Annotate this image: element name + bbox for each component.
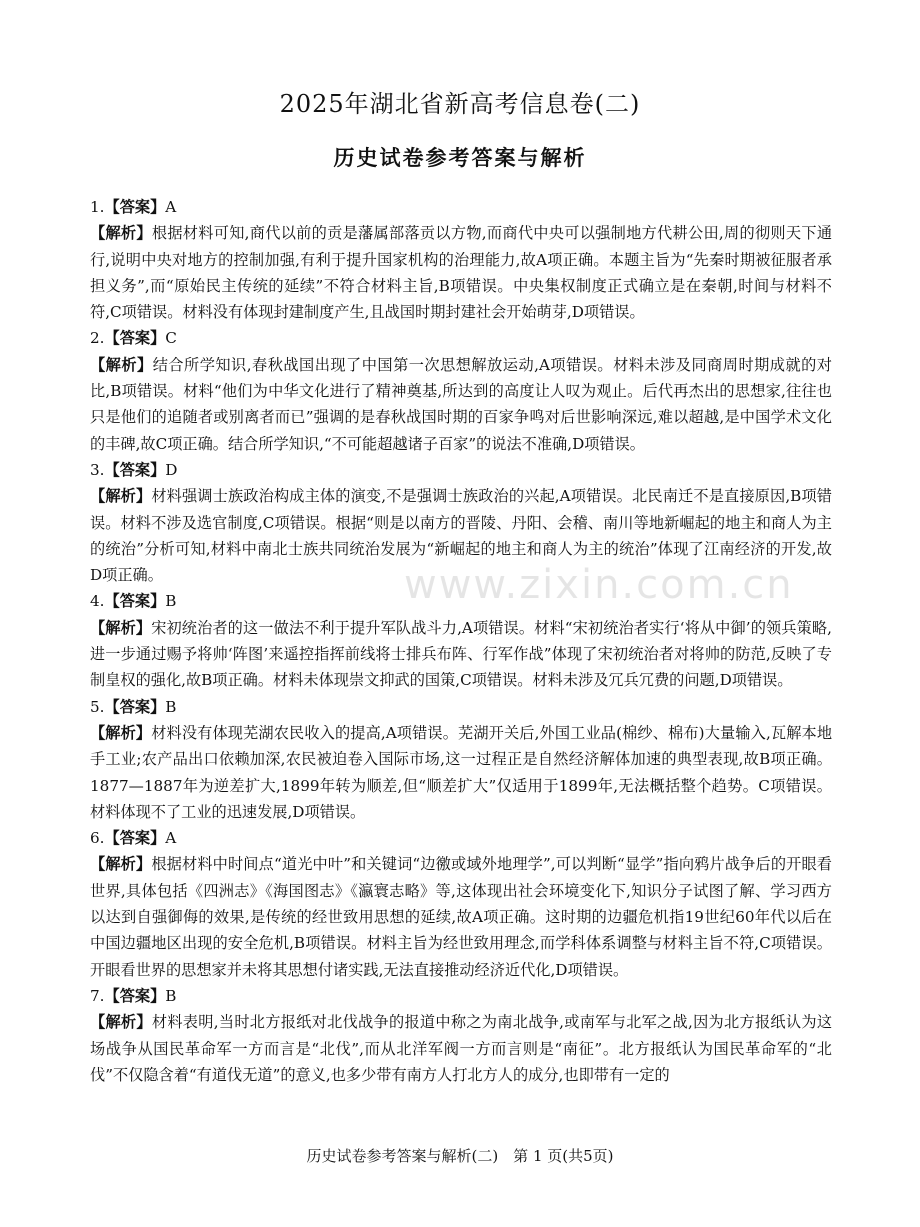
answer-line bbox=[90, 588, 832, 614]
question-5 bbox=[90, 694, 832, 825]
explanation-paragraph bbox=[90, 352, 832, 457]
explanation-paragraph bbox=[90, 1009, 832, 1088]
answer-value: B bbox=[165, 697, 177, 716]
answer-line bbox=[90, 983, 832, 1009]
explanation-paragraph bbox=[90, 720, 832, 825]
question-1 bbox=[90, 194, 832, 325]
question-number: 5. bbox=[90, 697, 105, 716]
document-subtitle: 历史试卷参考答案与解析 bbox=[333, 146, 587, 170]
answer-line bbox=[90, 457, 832, 483]
answer-value: B bbox=[165, 986, 177, 1005]
answer-label: 【答案】 bbox=[104, 198, 166, 216]
question-3 bbox=[90, 457, 832, 588]
explanation-text: 宋初统治者的这一做法不利于提升军队战斗力,A项错误。材料“宋初统治者实行‘将从中御’的领兵策略,进一步通过赐予将帅‘阵图’来遥控指挥前线将士排兵布阵、行军作战”体现了宋初统治者对将帅的防范,反映了专制皇权的强化,故B项正确。材料未体现崇文抑武的国策,C项错误。材料未涉及冗兵冗费的问题,D项错误。 bbox=[90, 618, 833, 690]
question-number: 7. bbox=[90, 986, 105, 1005]
explanation-paragraph bbox=[90, 851, 832, 982]
explanation-text: 根据材料中时间点“道光中叶”和关键词“边徼或域外地理学”,可以判断“显学”指向鸦片战争后的开眼看世界,具体包括《四洲志》《海国图志》《瀛寰志略》等,这体现出社会环境变化下,知识分子试图了解、学习西方以达到自强御侮的效果,是传统的经世致用思想的延续,故A项正确。这时期的边疆危机指19世纪60年代以后在中国边疆地区出现的安全危机,B项错误。材料主旨为经世致用理念,而学科体系调整与材料主旨不符,C项错误。开眼看世界的思想家并未将其思想付诸实践,无法直接推动经济近代化,D项错误。 bbox=[90, 855, 832, 979]
answer-value: C bbox=[165, 329, 177, 348]
explanation-label: 【解析】 bbox=[90, 1013, 152, 1032]
explanation-label: 【解析】 bbox=[90, 355, 153, 374]
explanation-label: 【解析】 bbox=[90, 855, 152, 874]
explanation-label: 【解析】 bbox=[90, 224, 152, 243]
question-number: 3. bbox=[90, 460, 105, 479]
page-footer: 历史试卷参考答案与解析(二) 第 1 页(共5页) bbox=[306, 1147, 614, 1165]
explanation-text: 材料强调士族政治构成主体的演变,不是强调士族政治的兴起,A项错误。北民南迁不是直接原因,B项错误。材料不涉及选官制度,C项错误。根据“则是以南方的晋陵、丹阳、会稽、南川等地新崛起的地主和商人为主的统治”分析可知,材料中南北士族共同统治发展为“新崛起的地主和商人为主的统治”体现了江南经济的开发,故D项正确。 bbox=[90, 487, 832, 585]
explanation-text: 材料表明,当时北方报纸对北伐战争的报道中称之为南北战争,或南军与北军之战,因为北方报纸认为这场战争从国民革命军一方而言是“北伐”,而从北洋军阀一方而言则是“南征”。北方报纸认为国民革命军的“北伐”不仅隐含着“有道伐无道”的意义,也多少带有南方人打北方人的成分,也即带有一定的 bbox=[90, 1013, 833, 1084]
answer-value: B bbox=[165, 592, 177, 611]
explanation-label: 【解析】 bbox=[90, 487, 152, 506]
question-6 bbox=[90, 825, 832, 983]
answer-value: A bbox=[165, 198, 177, 216]
explanation-text: 结合所学知识,春秋战国出现了中国第一次思想解放运动,A项错误。材料未涉及同商周时期成就的对比,B项错误。材料“他们为中华文化进行了精神奠基,所达到的高度让人叹为观止。后代再杰出的思想家,往往也只是他们的追随者或别离者而已”强调的是春秋战国时期的百家争鸣对后世影响深远,难以超越,是中国学术文化的丰碑,故C项正确。结合所学知识,“不可能超越诸子百家”的说法不准确,D项错误。 bbox=[90, 355, 832, 453]
explanation-paragraph bbox=[90, 220, 832, 325]
question-number: 6. bbox=[90, 829, 105, 848]
answer-value: D bbox=[165, 460, 178, 479]
explanation-text: 根据材料可知,商代以前的贡是藩属部落贡以方物,而商代中央可以强制地方代耕公田,周的彻则天下通行,说明中央对地方的控制加强,有利于提升国家机构的治理能力,故A项正确。本题主旨为“先秦时期被征服者承担义务”,而“原始民主传统的延续”不符合材料主旨,B项错误。中央集权制度正式确立是在秦朝,时间与材料不符,C项错误。材料没有体现封建制度产生,且战国时期封建社会开始萌芽,D项错误。 bbox=[90, 224, 833, 322]
answer-line bbox=[90, 825, 832, 851]
question-7 bbox=[90, 983, 832, 1088]
explanation-paragraph bbox=[90, 615, 832, 694]
answer-line bbox=[90, 694, 832, 720]
explanation-label: 【解析】 bbox=[90, 618, 152, 637]
explanation-label: 【解析】 bbox=[90, 723, 152, 742]
answer-label: 【答案】 bbox=[104, 986, 166, 1005]
explanation-paragraph bbox=[90, 483, 832, 588]
answer-value: A bbox=[165, 829, 177, 848]
explanation-text: 材料没有体现芜湖农民收入的提高,A项错误。芜湖开关后,外国工业品(棉纱、棉布)大量输入,瓦解本地手工业;农产品出口依赖加深,农民被迫卷入国际市场,这一过程正是自然经济解体加速的典型表现,故B项正确。1877—1887年为逆差扩大,1899年转为顺差,但“顺差扩大”仅适用于1899年,无法概括整个趋势。C项错误。材料体现不了工业的迅速发展,D项错误。 bbox=[90, 723, 833, 821]
answer-label: 【答案】 bbox=[104, 460, 166, 479]
answer-label: 【答案】 bbox=[104, 697, 166, 716]
answer-label: 【答案】 bbox=[104, 592, 166, 611]
answer-label: 【答案】 bbox=[104, 329, 166, 348]
document-title: 2025年湖北省新高考信息卷(二) bbox=[279, 90, 641, 118]
question-4 bbox=[90, 588, 832, 693]
answer-line bbox=[90, 194, 832, 220]
watermark: www.zixin.com.cn bbox=[404, 562, 794, 608]
question-number: 1. bbox=[90, 198, 105, 216]
answer-line bbox=[90, 325, 832, 351]
question-number: 2. bbox=[90, 329, 105, 348]
answer-list bbox=[90, 194, 832, 1088]
answer-label: 【答案】 bbox=[104, 829, 166, 848]
question-2 bbox=[90, 325, 832, 456]
question-number: 4. bbox=[90, 592, 105, 611]
